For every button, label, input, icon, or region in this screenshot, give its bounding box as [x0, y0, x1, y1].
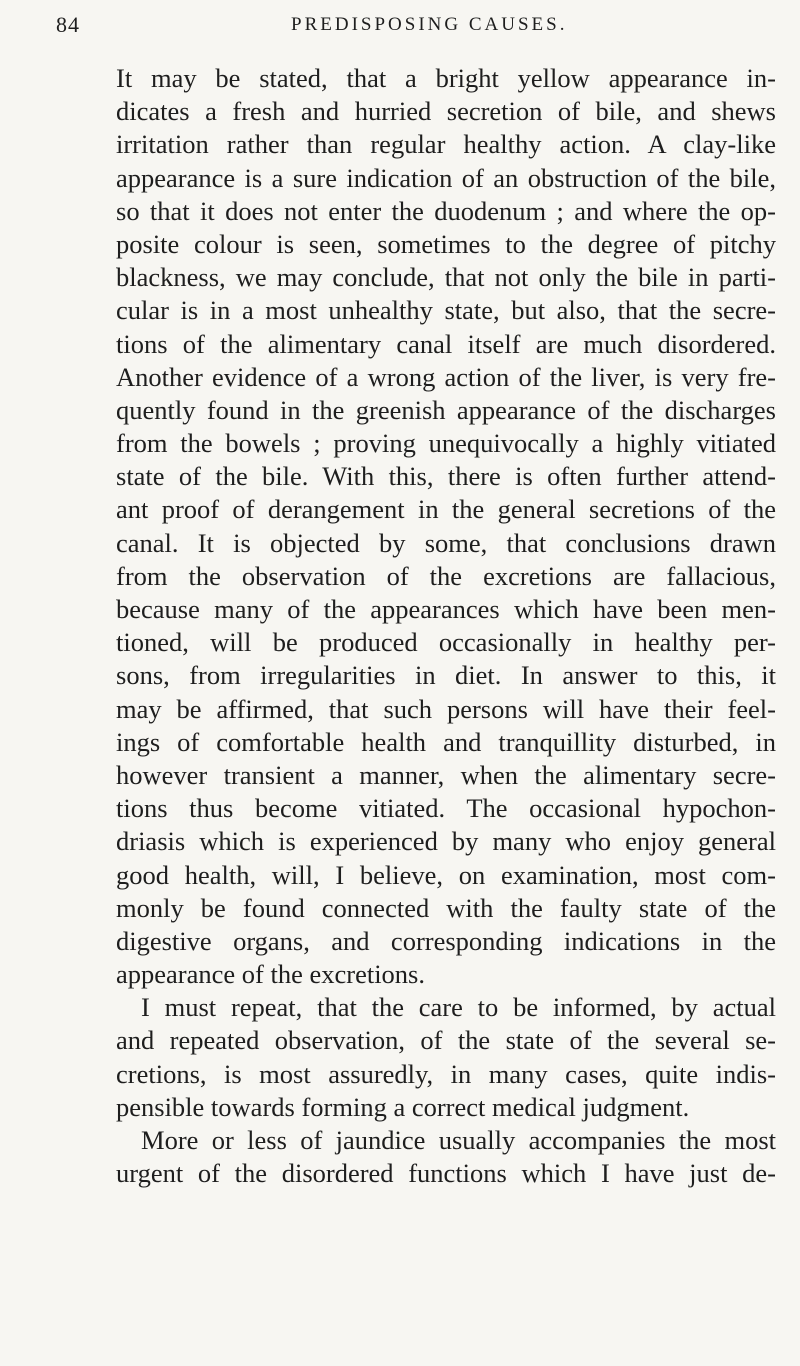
- text-line: from the bowels ; proving unequivocally a highly vitiated: [116, 428, 776, 459]
- text-line: state of the bile. With this, there is often further attend-: [116, 461, 776, 492]
- text-line: tions thus become vitiated. The occasional hypochon-: [116, 793, 776, 824]
- text-line: ant proof of derangement in the general secretions of the: [116, 494, 776, 525]
- text-line: tions of the alimentary canal itself are much disordered.: [116, 328, 776, 359]
- text-line: More or less of jaundice usually accompanies the most: [141, 1125, 776, 1155]
- text-line: driasis which is experienced by many who enjoy general: [116, 826, 776, 857]
- text-line: pensible towards forming a correct medical judgment.: [116, 1091, 690, 1122]
- body-text: [116, 62, 776, 1190]
- text-line: sons, from irregularities in diet. In answer to this, it: [116, 660, 776, 691]
- running-title: PREDISPOSING CAUSES.: [291, 14, 568, 35]
- text-line: however transient a manner, when the alimentary secre-: [116, 759, 776, 790]
- text-line: digestive organs, and corresponding indications in the: [116, 925, 776, 956]
- running-head: [56, 12, 756, 42]
- text-line: good health, will, I believe, on examination, most com-: [116, 859, 776, 890]
- text-line: dicates a fresh and hurried secretion of bile, and shews: [116, 96, 776, 127]
- text-line: appearance of the excretions.: [116, 959, 425, 990]
- text-line: ings of comfortable health and tranquillity disturbed, in: [116, 726, 776, 757]
- text-line: and repeated observation, of the state of the several se-: [116, 1025, 776, 1056]
- text-line: because many of the appearances which have been men-: [116, 594, 776, 624]
- text-line: posite colour is seen, sometimes to the degree of pitchy: [116, 228, 776, 259]
- text-line: I must repeat, that the care to be informed, by actual: [141, 992, 776, 1023]
- page-number: 84: [56, 12, 80, 37]
- text-line: quently found in the greenish appearance of the discharges: [116, 394, 776, 425]
- text-line: blackness, we may conclude, that not only the bile in parti-: [116, 262, 776, 293]
- text-line: tioned, will be produced occasionally in healthy per-: [116, 627, 776, 658]
- text-line: canal. It is objected by some, that conclusions drawn: [116, 527, 776, 558]
- text-line: from the observation of the excretions are fallacious,: [116, 560, 776, 591]
- text-line: cretions, is most assuredly, in many cases, quite indis-: [116, 1058, 776, 1089]
- text-line: may be affirmed, that such persons will have their feel-: [116, 693, 776, 724]
- text-line: Another evidence of a wrong action of the liver, is very fre-: [116, 361, 776, 392]
- text-line: appearance is a sure indication of an obstruction of the bile,: [116, 162, 776, 193]
- text-line: urgent of the disordered functions which I have just de-: [116, 1158, 776, 1189]
- text-line: irritation rather than regular healthy action. A clay-like: [116, 129, 776, 160]
- text-line: cular is in a most unhealthy state, but also, that the secre-: [116, 295, 776, 326]
- text-line: monly be found connected with the faulty state of the: [116, 892, 776, 923]
- text-line: It may be stated, that a bright yellow appearance in-: [116, 63, 776, 93]
- text-line: so that it does not enter the duodenum ; and where the op-: [116, 195, 776, 226]
